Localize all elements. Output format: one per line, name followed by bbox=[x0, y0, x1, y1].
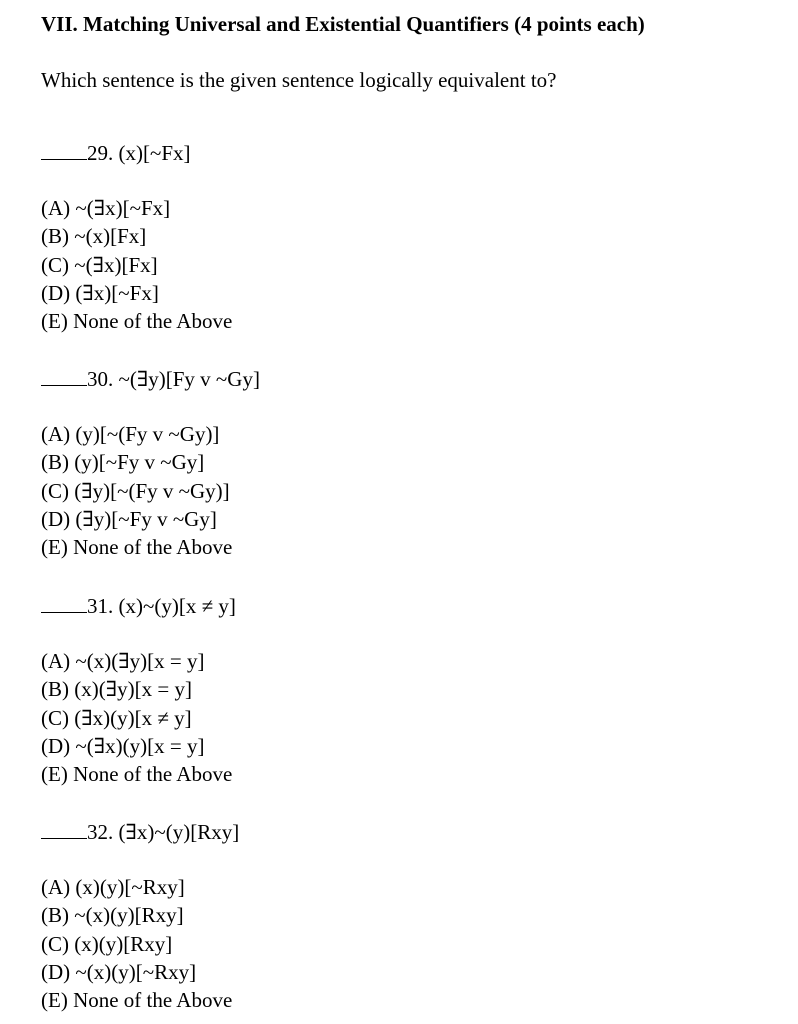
answer-blank[interactable] bbox=[41, 817, 87, 839]
choice-a: (A) (y)[~(Fy v ~Gy)] bbox=[41, 422, 220, 446]
choice-list bbox=[41, 420, 232, 561]
choice-b: (B) (x)(∃y)[x = y] bbox=[41, 677, 192, 702]
question-stem bbox=[41, 364, 741, 392]
choice-list bbox=[41, 194, 232, 335]
choice-c: (C) (∃x)(y)[x ≠ y] bbox=[41, 705, 192, 730]
answer-blank[interactable] bbox=[41, 138, 87, 160]
question-29 bbox=[41, 138, 741, 334]
question-text: 32. (∃x)~(y)[Rxy] bbox=[87, 820, 240, 844]
choice-a: (A) (x)(y)[~Rxy] bbox=[41, 875, 185, 899]
question-text: 31. (x)~(y)[x ≠ y] bbox=[87, 594, 236, 618]
instructions: Which sentence is the given sentence logically equivalent to? bbox=[41, 68, 557, 92]
choice-b: (B) ~(x)(y)[Rxy] bbox=[41, 903, 184, 928]
choice-d: (D) (∃y)[~Fy v ~Gy] bbox=[41, 506, 217, 531]
choice-e: (E) None of the Above bbox=[41, 762, 233, 787]
answer-blank[interactable] bbox=[41, 591, 87, 613]
question-30 bbox=[41, 364, 741, 560]
question-text: 30. ~(∃y)[Fy v ~Gy] bbox=[87, 367, 260, 391]
choice-b: (B) ~(x)[Fx] bbox=[41, 224, 147, 249]
question-stem bbox=[41, 138, 741, 166]
question-stem bbox=[41, 817, 741, 845]
section-title: VII. Matching Universal and Existential Quantifiers (4 points each) bbox=[41, 12, 645, 36]
question-text: 29. (x)[~Fx] bbox=[87, 141, 191, 165]
choice-a: (A) ~(∃x)[~Fx] bbox=[41, 196, 171, 220]
question-32 bbox=[41, 817, 741, 1013]
choice-c: (C) (∃y)[~(Fy v ~Gy)] bbox=[41, 478, 230, 503]
choice-e: (E) None of the Above bbox=[41, 535, 233, 560]
choice-d: (D) ~(∃x)(y)[x = y] bbox=[41, 733, 205, 758]
choice-a: (A) ~(x)(∃y)[x = y] bbox=[41, 649, 205, 673]
choice-e: (E) None of the Above bbox=[41, 988, 233, 1013]
answer-blank[interactable] bbox=[41, 364, 87, 386]
choice-d: (D) (∃x)[~Fx] bbox=[41, 280, 159, 305]
choice-list bbox=[41, 873, 232, 1014]
choice-c: (C) ~(∃x)[Fx] bbox=[41, 252, 158, 277]
choice-c: (C) (x)(y)[Rxy] bbox=[41, 931, 173, 956]
choice-list bbox=[41, 647, 232, 788]
choice-d: (D) ~(x)(y)[~Rxy] bbox=[41, 959, 197, 984]
question-31 bbox=[41, 591, 741, 787]
choice-b: (B) (y)[~Fy v ~Gy] bbox=[41, 450, 205, 475]
choice-e: (E) None of the Above bbox=[41, 309, 233, 334]
question-stem bbox=[41, 591, 741, 619]
